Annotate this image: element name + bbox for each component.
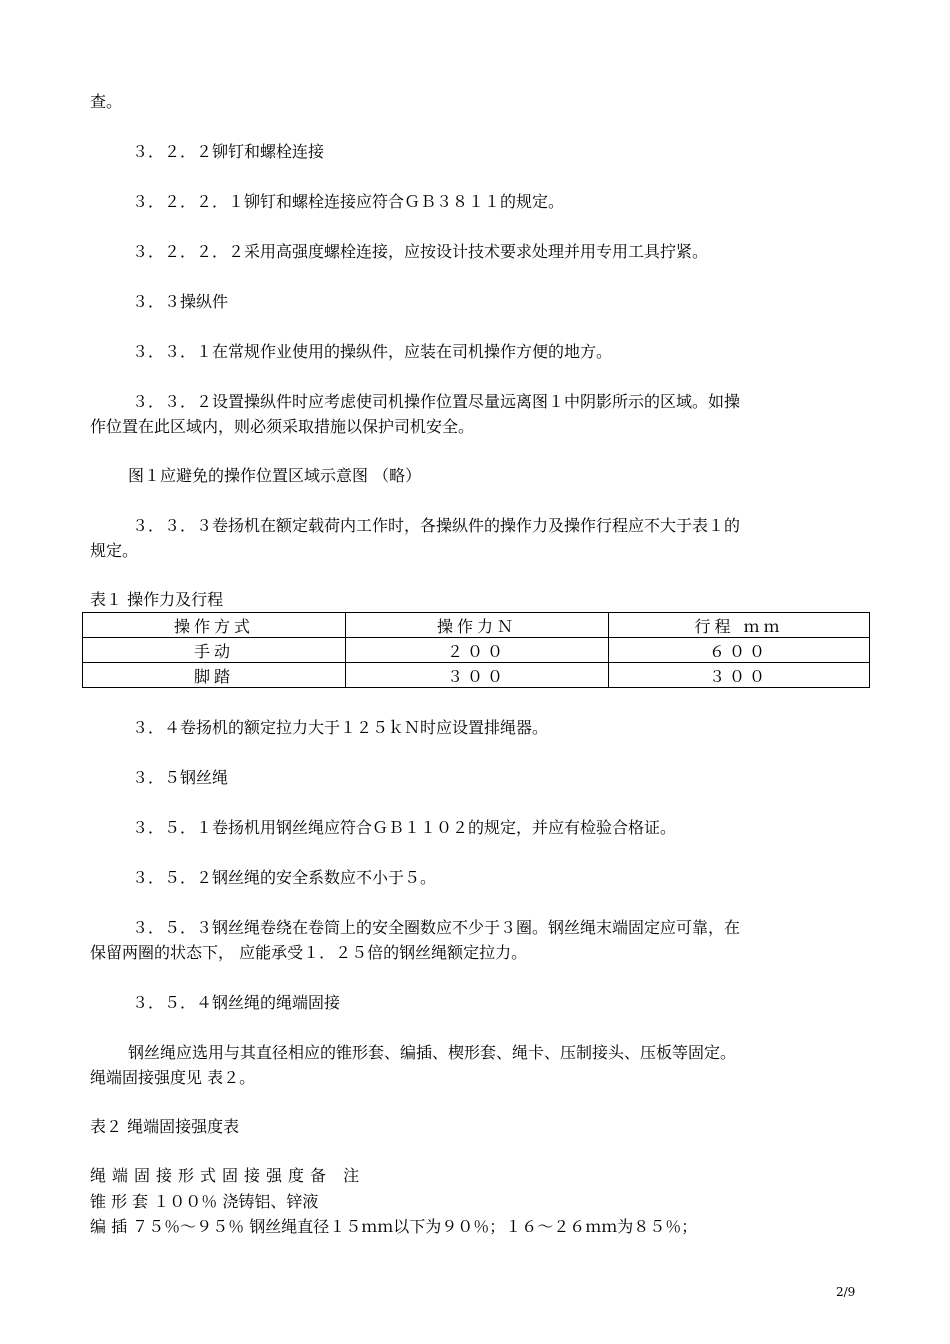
table-cell: ２００ xyxy=(346,638,609,663)
table-caption: 表１ 操作力及行程 xyxy=(90,590,224,609)
text-line: 作位置在此区域内，则必须采取措施以保护司机安全。 xyxy=(90,417,475,436)
table-row xyxy=(83,663,870,688)
text-line: ３．４卷扬机的额定拉力大于１２５ｋＮ时应设置排绳器。 xyxy=(132,718,549,737)
text-line: ３．３．２设置操纵件时应考虑使司机操作位置尽量远离图１中阴影所示的区域。如操 xyxy=(132,392,741,411)
text-line: 保留两圈的状态下， 应能承受１．２５倍的钢丝绳额定拉力。 xyxy=(90,943,528,962)
table-cell: 手动 xyxy=(83,638,346,663)
page-number: 2/9 xyxy=(836,1285,856,1299)
text-line: 钢丝绳应选用与其直径相应的锥形套、编插、楔形套、绳卡、压制接头、压板等固定。 xyxy=(128,1043,737,1062)
table-cell: ６００ xyxy=(609,638,870,663)
section-heading: ３．３操纵件 xyxy=(132,292,229,311)
section-heading: ３．２．２铆钉和螺栓连接 xyxy=(132,142,325,161)
table-cell: ３００ xyxy=(346,663,609,688)
table-header-cell: 操作方式 xyxy=(83,613,346,638)
figure-caption: 图１应避免的操作位置区域示意图 （略） xyxy=(128,466,422,485)
table2-header-line: 绳端固接形式固接强度备 注 xyxy=(90,1166,366,1185)
text-line: ３．５．３钢丝绳卷绕在卷筒上的安全圈数应不少于３圈。钢丝绳末端固定应可靠，在 xyxy=(132,918,741,937)
section-heading: ３．５．４钢丝绳的绳端固接 xyxy=(132,993,341,1012)
text-line: ３．２．２．２采用高强度螺栓连接，应按设计技术要求处理并用专用工具拧紧。 xyxy=(132,242,709,261)
text-line: 查。 xyxy=(90,92,123,111)
table2-row-line: 锥 形 套 １００％ 浇铸铝、锌液 xyxy=(90,1192,319,1211)
table-header-cell: 操作力Ｎ xyxy=(346,613,609,638)
text-line: ３．３．１在常规作业使用的操纵件，应装在司机操作方便的地方。 xyxy=(132,342,613,361)
table-cell: ３００ xyxy=(609,663,870,688)
text-line: ３．２．２．１铆钉和螺栓连接应符合ＧＢ３８１１的规定。 xyxy=(132,192,565,211)
table-caption: 表２ 绳端固接强度表 xyxy=(90,1117,240,1136)
section-heading: ３．５钢丝绳 xyxy=(132,768,229,787)
text-line: ３．５．１卷扬机用钢丝绳应符合ＧＢ１１０２的规定，并应有检验合格证。 xyxy=(132,818,677,837)
table-header-row xyxy=(83,613,870,638)
operation-force-table xyxy=(82,612,870,688)
text-line: 规定。 xyxy=(90,541,139,560)
table-row xyxy=(83,638,870,663)
table-cell: 脚踏 xyxy=(83,663,346,688)
table2-row-line: 编 插 ７５％～９５％ 钢丝绳直径１５ｍｍ以下为９０％；１６～２６ｍｍ为８５％； xyxy=(90,1217,698,1236)
table-header-cell: 行程 ｍｍ xyxy=(609,613,870,638)
text-line: ３．３．３卷扬机在额定载荷内工作时，各操纵件的操作力及操作行程应不大于表１的 xyxy=(132,516,741,535)
text-line: 绳端固接强度见 表２。 xyxy=(90,1068,256,1087)
text-line: ３．５．２钢丝绳的安全系数应不小于５。 xyxy=(132,868,437,887)
